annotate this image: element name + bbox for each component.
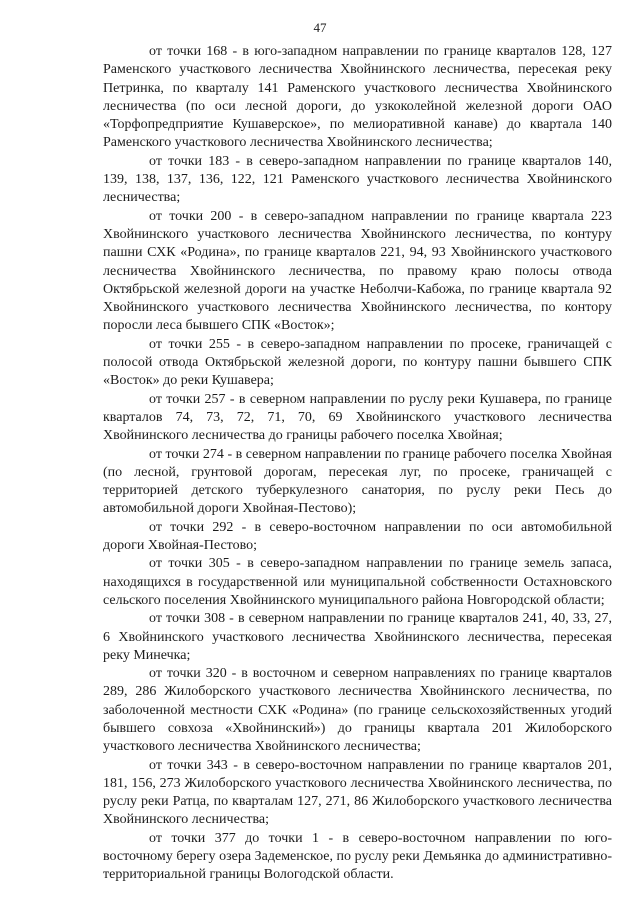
boundary-paragraph: от точки 377 до точки 1 - в северо-восточном направлении по юго-восточному берегу озера Задеменское, по руслу реки Демьянка до административно-территориальной границы Вологодской области. bbox=[103, 830, 612, 883]
boundary-paragraph: от точки 305 - в северо-западном направлении по границе земель запаса, находящихся в государственной или муниципальной собственности Остахновского сельского поселения Хвойнинского муниципального района Новгородской области; bbox=[103, 556, 612, 608]
boundary-paragraph: от точки 308 - в северном направлении по границе кварталов 241, 40, 33, 27, 6 Хвойнинского участкового лесничества Хвойнинского лесничества, пересекая реку Минечка; bbox=[103, 611, 612, 663]
boundary-paragraph: от точки 257 - в северном направлении по руслу реки Кушавера, по границе кварталов 74, 73, 72, 71, 70, 69 Хвойнинского участкового лесничества Хвойнинского лесничества до границы рабочего поселка Хвойная; bbox=[103, 391, 612, 444]
boundary-paragraph: от точки 320 - в восточном и северном направлениях по границе кварталов 289, 286 Жилоборского участкового лесничества Хвойнинского лесничества, по заболоченной местности СХК «Родина» (по границе сельскохозяйственных угодий бывшего совхоза «Хвойнинский») до границы квартала 201 Жилоборского участкового лесничества Хвойнинского лесничества; bbox=[103, 666, 612, 755]
boundary-paragraph: от точки 343 - в северо-восточном направлении по границе кварталов 201, 181, 156, 273 Жилоборского участкового лесничества Хвойнинского лесничества, по руслу реки Ратца, по кварталам 127, 271, 86 Жилоборского участкового лесничества Хвойнинского лесничества; bbox=[103, 757, 612, 828]
boundary-paragraph: от точки 255 - в северо-западном направлении по просеке, граничащей с полосой отвода Октябрьской железной дороги, по контуру пашни бывшего СПК «Восток» до реки Кушавера; bbox=[103, 336, 612, 389]
boundary-paragraph: от точки 168 - в юго-западном направлении по границе кварталов 128, 127 Раменского участкового лесничества Хвойнинского лесничества, пересекая реку Петринка, по кварталу 141 Раменского участкового лесничества Хвойнинского лесничества (по оси лесной дороги, до узкоколейной железной дороги ОАО «Торфопредприятие Кушаверское», по мелиоративной канаве) до квартала 140 Раменского участкового лесничества Хвойнинского лесничества; bbox=[103, 44, 612, 151]
boundary-paragraph: от точки 200 - в северо-западном направлении по границе квартала 223 Хвойнинского участкового лесничества Хвойнинского лесничества, по контуру пашни СХК «Родина», по границе кварталов 221, 94, 93 Хвойнинского участкового лесничества Хвойнинского лесничества, по правому краю полосы отвода Октябрьской железной дороги на участке Неболчи-Кабожа, по границе квартала 92 Хвойнинского участкового лесничества Хвойнинского лесничества, по контору поросли леса бывшего СПК «Восток»; bbox=[103, 208, 612, 334]
boundary-paragraph: от точки 274 - в северном направлении по границе рабочего поселка Хвойная (по лесной, грунтовой дорогам, пересекая луг, по просеке, граничащей с территорией детского туберкулезного санатория, по руслу реки Песь до автомобильной дороги Хвойная-Пестово); bbox=[103, 446, 612, 517]
document-body bbox=[103, 43, 612, 885]
boundary-paragraph: от точки 183 - в северо-западном направлении по границе кварталов 140, 139, 138, 137, 136, 122, 121 Раменского участкового лесничества Хвойнинского лесничества; bbox=[103, 153, 612, 206]
boundary-paragraph: от точки 292 - в северо-восточном направлении по оси автомобильной дороги Хвойная-Пестово; bbox=[103, 519, 612, 554]
page-number: 47 bbox=[313, 20, 327, 35]
